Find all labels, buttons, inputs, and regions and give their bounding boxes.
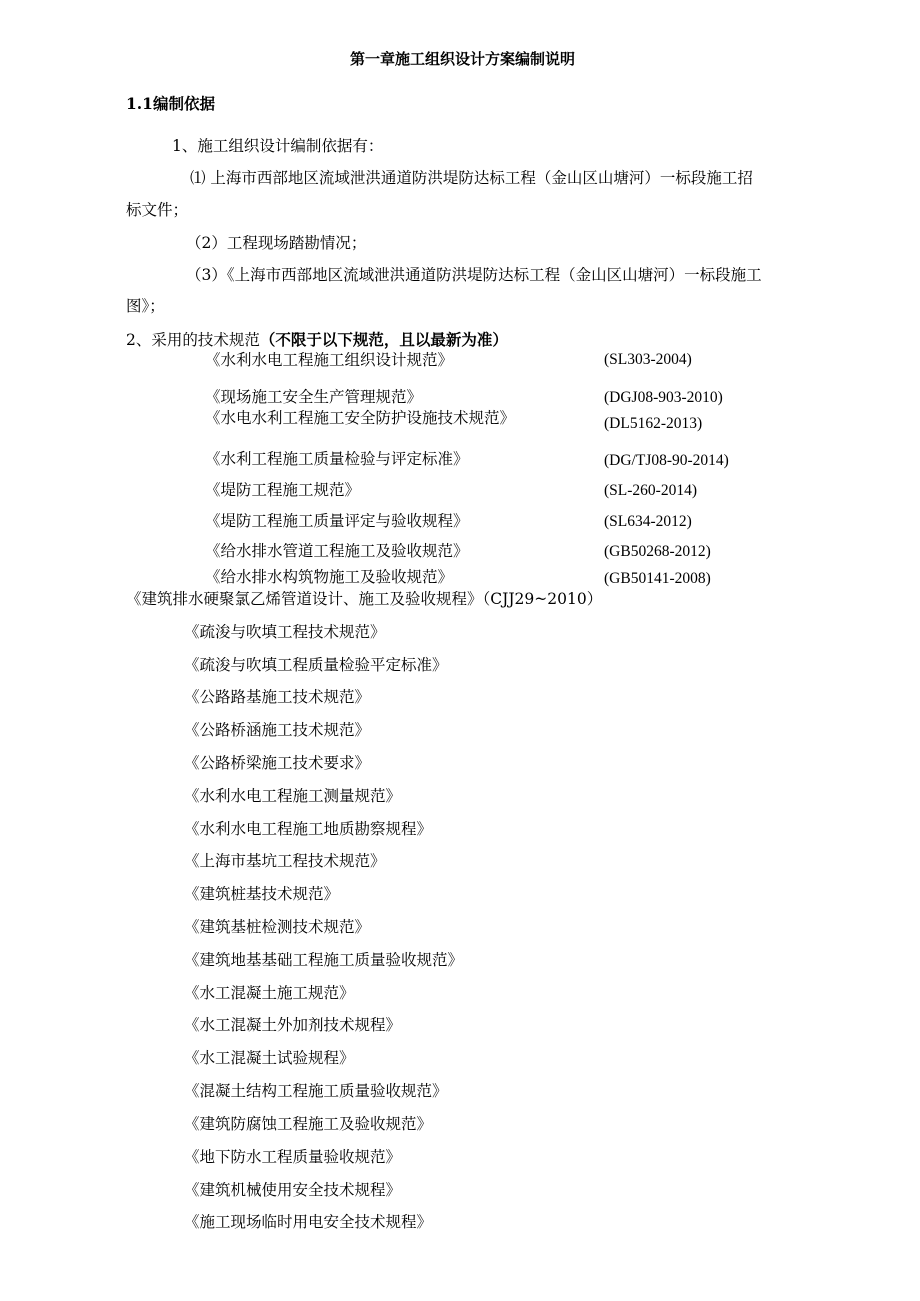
basis-intro: 1、施工组织设计编制依据有： <box>172 137 384 155</box>
standard-list-item: 《水利水电工程施工地质勘察规程》 <box>184 820 433 838</box>
coded-standard-code: (SL634-2012) <box>604 513 692 530</box>
standard-list-item: 《建筑机械使用安全技术规程》 <box>184 1181 402 1199</box>
standard-list-item: 《建筑防腐蚀工程施工及验收规范》 <box>184 1115 433 1133</box>
standards-heading-note: （不限于以下规范，且以最新为准） <box>259 330 508 349</box>
pvc-standard: 《建筑排水硬聚氯乙烯管道设计、施工及验收规程》（CJJ29~2010） <box>126 590 603 608</box>
standards-heading <box>126 330 508 350</box>
coded-standard-code: (SL-260-2014) <box>604 482 697 499</box>
standard-list-item: 《公路路基施工技术规范》 <box>184 688 371 706</box>
standard-list-item: 《疏浚与吹填工程技术规范》 <box>184 623 386 641</box>
coded-standard-code: (GB50141-2008) <box>604 570 711 587</box>
standard-list-item: 《建筑桩基技术规范》 <box>184 885 340 903</box>
coded-standard-name: 《给水排水管道工程施工及验收规范》 <box>205 542 469 560</box>
basis-item-1-line-2: 标文件； <box>126 201 189 219</box>
basis-item-3-line-1: （3）《上海市西部地区流域泄洪通道防洪堤防达标工程（金山区山塘河）一标段施工 <box>186 266 762 284</box>
basis-item-2: （2）工程现场踏勘情况； <box>186 234 367 252</box>
standard-list-item: 《公路桥梁施工技术要求》 <box>184 754 371 772</box>
standards-heading-prefix: 2、采用的技术规范 <box>126 331 260 349</box>
coded-standard-name: 《水利水电工程施工组织设计规范》 <box>205 351 454 369</box>
standard-list-item: 《疏浚与吹填工程质量检验平定标准》 <box>184 656 448 674</box>
coded-standard-name: 《水电水利工程施工安全防护设施技术规范》 <box>205 409 516 427</box>
coded-standard-code: (DGJ08-903-2010) <box>604 389 723 406</box>
standard-list-item: 《混凝土结构工程施工质量验收规范》 <box>184 1082 448 1100</box>
standard-list-item: 《施工现场临时用电安全技术规程》 <box>184 1213 433 1231</box>
standard-list-item: 《建筑地基基础工程施工质量验收规范》 <box>184 951 464 969</box>
coded-standard-name: 《现场施工安全生产管理规范》 <box>205 388 423 406</box>
coded-standard-name: 《给水排水构筑物施工及验收规范》 <box>205 568 454 586</box>
standard-list-item: 《公路桥涵施工技术规范》 <box>184 721 371 739</box>
basis-item-3-line-2: 图》； <box>126 297 165 315</box>
coded-standard-name: 《堤防工程施工规范》 <box>205 481 361 499</box>
section-heading: 1.1编制依据 <box>126 94 215 113</box>
standard-list-item: 《水工混凝土试验规程》 <box>184 1049 355 1067</box>
standard-list-item: 《水工混凝土外加剂技术规程》 <box>184 1016 402 1034</box>
standard-list-item: 《上海市基坑工程技术规范》 <box>184 852 386 870</box>
coded-standard-code: (GB50268-2012) <box>604 543 711 560</box>
standard-list-item: 《地下防水工程质量验收规范》 <box>184 1148 402 1166</box>
coded-standard-code: (DL5162-2013) <box>604 415 703 432</box>
coded-standard-name: 《水利工程施工质量检验与评定标准》 <box>205 450 469 468</box>
coded-standard-code: (DG/TJ08-90-2014) <box>604 452 729 469</box>
coded-standard-code: (SL303-2004) <box>604 351 692 368</box>
basis-item-1-line-1: ⑴ 上海市西部地区流域泄洪通道防洪堤防达标工程（金山区山塘河）一标段施工招 <box>190 169 753 187</box>
standard-list-item: 《水工混凝土施工规范》 <box>184 984 355 1002</box>
standard-list-item: 《水利水电工程施工测量规范》 <box>184 787 402 805</box>
coded-standard-name: 《堤防工程施工质量评定与验收规程》 <box>205 512 469 530</box>
page-title: 第一章施工组织设计方案编制说明 <box>350 50 576 68</box>
standard-list-item: 《建筑基桩检测技术规范》 <box>184 918 371 936</box>
